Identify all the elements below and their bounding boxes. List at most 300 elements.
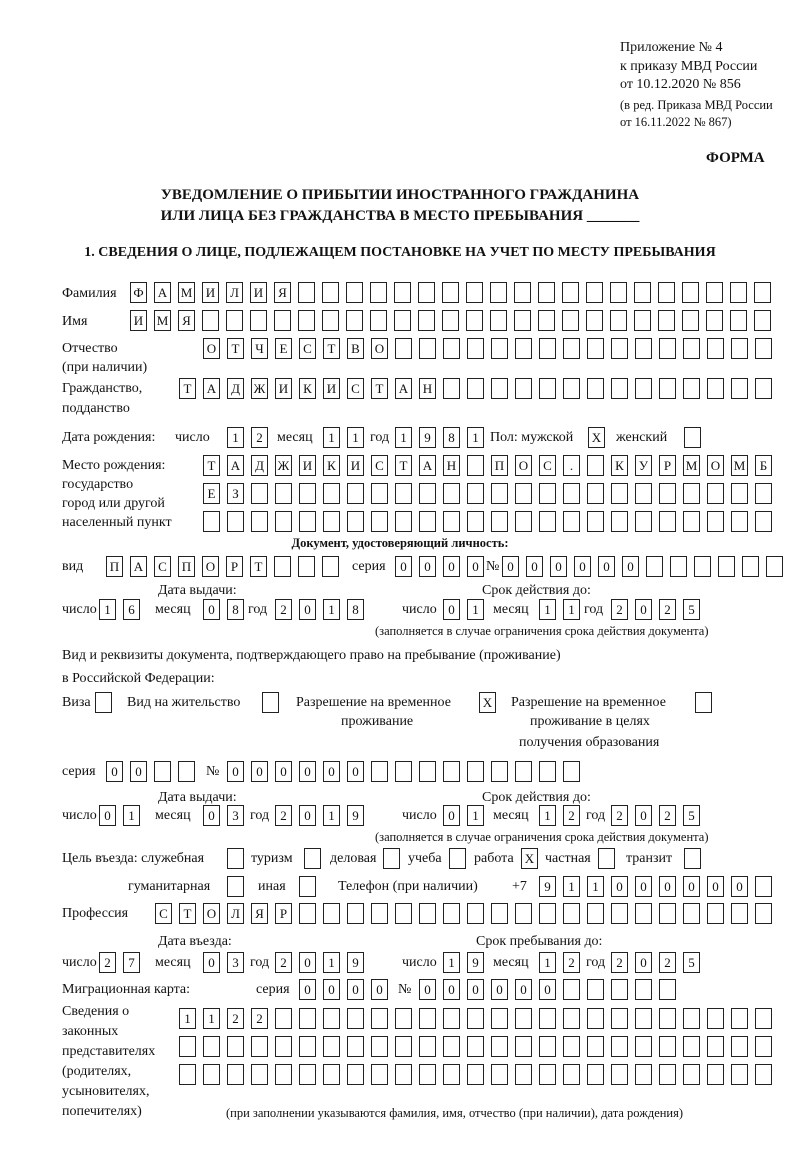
birthplace-3-cell[interactable] (611, 511, 628, 532)
reps-1-cell[interactable] (611, 1008, 628, 1029)
profession-cell[interactable] (443, 903, 460, 924)
reps-3-cell[interactable] (323, 1064, 340, 1085)
patronymic-cell[interactable] (635, 338, 652, 359)
mig-number-cell[interactable] (563, 979, 580, 1000)
birthplace-3-cell[interactable] (539, 511, 556, 532)
patronymic-cell[interactable] (659, 338, 676, 359)
entry-year-cell[interactable]: 1 (323, 952, 340, 973)
birthplace-1-cell[interactable]: И (299, 455, 316, 476)
stay-series-cell[interactable] (178, 761, 195, 782)
purpose-official-checkbox[interactable] (227, 848, 244, 869)
name-cell[interactable] (658, 310, 675, 331)
surname-cell[interactable] (658, 282, 675, 303)
reps-1-cell[interactable] (347, 1008, 364, 1029)
mig-number-cell[interactable] (611, 979, 628, 1000)
profession-cell[interactable] (707, 903, 724, 924)
name-cell[interactable] (394, 310, 411, 331)
patronymic-cell[interactable] (443, 338, 460, 359)
profession-cell[interactable] (563, 903, 580, 924)
reps-2-cell[interactable] (323, 1036, 340, 1057)
phone-cell[interactable]: 0 (731, 876, 748, 897)
birthplace-3-cell[interactable] (251, 511, 268, 532)
birthplace-3-cell[interactable] (563, 511, 580, 532)
patronymic-cell[interactable] (539, 338, 556, 359)
birthplace-2-cell[interactable] (515, 483, 532, 504)
reps-2-cell[interactable] (443, 1036, 460, 1057)
birthplace-3-cell[interactable] (347, 511, 364, 532)
reps-1-cell[interactable] (659, 1008, 676, 1029)
citizenship-cell[interactable] (731, 378, 748, 399)
reps-1-cell[interactable]: 1 (179, 1008, 196, 1029)
surname-cell[interactable] (370, 282, 387, 303)
id-kind-cell[interactable]: П (178, 556, 195, 577)
reps-3-cell[interactable] (227, 1064, 244, 1085)
reps-2-cell[interactable] (539, 1036, 556, 1057)
surname-cell[interactable]: И (250, 282, 267, 303)
stay-valid-year-cell[interactable]: 2 (611, 805, 628, 826)
birthplace-2-cell[interactable] (275, 483, 292, 504)
id-valid-month-cell[interactable]: 1 (563, 599, 580, 620)
phone-cell[interactable]: 0 (659, 876, 676, 897)
id-kind-cell[interactable] (274, 556, 291, 577)
reps-3-cell[interactable] (683, 1064, 700, 1085)
name-cell[interactable] (538, 310, 555, 331)
name-cell[interactable] (490, 310, 507, 331)
id-number-cell[interactable] (742, 556, 759, 577)
name-cell[interactable] (442, 310, 459, 331)
patronymic-cell[interactable] (419, 338, 436, 359)
reps-1-cell[interactable]: 1 (203, 1008, 220, 1029)
citizenship-cell[interactable]: Т (371, 378, 388, 399)
profession-cell[interactable] (539, 903, 556, 924)
birthplace-1-cell[interactable]: О (515, 455, 532, 476)
id-valid-month-cell[interactable]: 1 (539, 599, 556, 620)
stay-valid-day-cell[interactable]: 0 (443, 805, 460, 826)
birthplace-3-cell[interactable] (419, 511, 436, 532)
birth-month-cell[interactable]: 1 (323, 427, 340, 448)
surname-cell[interactable]: М (178, 282, 195, 303)
name-cell[interactable]: И (130, 310, 147, 331)
surname-cell[interactable] (490, 282, 507, 303)
birth-year-cell[interactable]: 8 (443, 427, 460, 448)
citizenship-cell[interactable] (707, 378, 724, 399)
purpose-business-checkbox[interactable] (383, 848, 400, 869)
mig-series-cell[interactable]: 0 (371, 979, 388, 1000)
phone-cell[interactable]: 1 (587, 876, 604, 897)
birthplace-1-cell[interactable]: Н (443, 455, 460, 476)
id-number-cell[interactable]: 0 (502, 556, 519, 577)
mig-number-cell[interactable]: 0 (515, 979, 532, 1000)
stay-number-cell[interactable]: 0 (323, 761, 340, 782)
birthplace-3-cell[interactable] (275, 511, 292, 532)
surname-cell[interactable] (418, 282, 435, 303)
id-valid-day-cell[interactable]: 0 (443, 599, 460, 620)
name-cell[interactable] (346, 310, 363, 331)
stay-until-year-cell[interactable]: 0 (635, 952, 652, 973)
stay-series-cell[interactable]: 0 (106, 761, 123, 782)
birthplace-2-cell[interactable]: З (227, 483, 244, 504)
citizenship-cell[interactable] (539, 378, 556, 399)
surname-cell[interactable] (514, 282, 531, 303)
entry-day-cell[interactable]: 7 (123, 952, 140, 973)
name-cell[interactable]: М (154, 310, 171, 331)
stay-issue-month-cell[interactable]: 0 (203, 805, 220, 826)
stay-number-cell[interactable]: 0 (227, 761, 244, 782)
stay-number-cell[interactable] (419, 761, 436, 782)
birthplace-1-cell[interactable]: С (371, 455, 388, 476)
birthplace-1-cell[interactable] (467, 455, 484, 476)
birthplace-2-cell[interactable] (707, 483, 724, 504)
trp-edu-checkbox[interactable] (695, 692, 712, 713)
profession-cell[interactable]: Л (227, 903, 244, 924)
reps-2-cell[interactable] (227, 1036, 244, 1057)
reps-1-cell[interactable] (491, 1008, 508, 1029)
birthplace-1-cell[interactable]: М (731, 455, 748, 476)
phone-cell[interactable] (755, 876, 772, 897)
profession-cell[interactable] (683, 903, 700, 924)
id-kind-cell[interactable]: А (130, 556, 147, 577)
birthplace-2-cell[interactable] (323, 483, 340, 504)
stay-valid-year-cell[interactable]: 5 (683, 805, 700, 826)
visa-checkbox[interactable] (95, 692, 112, 713)
id-number-cell[interactable] (766, 556, 783, 577)
profession-cell[interactable] (659, 903, 676, 924)
birthplace-3-cell[interactable] (491, 511, 508, 532)
birth-month-cell[interactable]: 1 (347, 427, 364, 448)
patronymic-cell[interactable]: Т (227, 338, 244, 359)
stay-until-year-cell[interactable]: 2 (659, 952, 676, 973)
stay-number-cell[interactable] (467, 761, 484, 782)
birthplace-1-cell[interactable]: А (227, 455, 244, 476)
id-issue-month-cell[interactable]: 0 (203, 599, 220, 620)
patronymic-cell[interactable]: О (371, 338, 388, 359)
stay-valid-month-cell[interactable]: 2 (563, 805, 580, 826)
stay-number-cell[interactable]: 0 (275, 761, 292, 782)
birthplace-3-cell[interactable] (587, 511, 604, 532)
birthplace-2-cell[interactable]: Е (203, 483, 220, 504)
profession-cell[interactable] (371, 903, 388, 924)
phone-cell[interactable]: 0 (635, 876, 652, 897)
mig-series-cell[interactable]: 0 (347, 979, 364, 1000)
id-valid-year-cell[interactable]: 5 (683, 599, 700, 620)
reps-3-cell[interactable] (707, 1064, 724, 1085)
reps-2-cell[interactable] (731, 1036, 748, 1057)
citizenship-cell[interactable] (587, 378, 604, 399)
surname-cell[interactable] (706, 282, 723, 303)
birthplace-1-cell[interactable]: У (635, 455, 652, 476)
name-cell[interactable] (202, 310, 219, 331)
birthplace-1-cell[interactable]: П (491, 455, 508, 476)
stay-number-cell[interactable]: 0 (347, 761, 364, 782)
reps-3-cell[interactable] (395, 1064, 412, 1085)
reps-1-cell[interactable] (635, 1008, 652, 1029)
surname-cell[interactable] (754, 282, 771, 303)
birthplace-2-cell[interactable] (587, 483, 604, 504)
birthplace-3-cell[interactable] (395, 511, 412, 532)
citizenship-cell[interactable] (611, 378, 628, 399)
birth-day-cell[interactable]: 2 (251, 427, 268, 448)
birthplace-1-cell[interactable]: И (347, 455, 364, 476)
id-issue-day-cell[interactable]: 1 (99, 599, 116, 620)
reps-3-cell[interactable] (419, 1064, 436, 1085)
patronymic-cell[interactable]: Е (275, 338, 292, 359)
reps-1-cell[interactable] (707, 1008, 724, 1029)
profession-cell[interactable] (635, 903, 652, 924)
patronymic-cell[interactable] (731, 338, 748, 359)
stay-until-day-cell[interactable]: 9 (467, 952, 484, 973)
patronymic-cell[interactable]: С (299, 338, 316, 359)
surname-cell[interactable] (442, 282, 459, 303)
birthplace-3-cell[interactable] (443, 511, 460, 532)
name-cell[interactable] (706, 310, 723, 331)
reps-3-cell[interactable] (539, 1064, 556, 1085)
reps-1-cell[interactable] (467, 1008, 484, 1029)
surname-cell[interactable] (538, 282, 555, 303)
name-cell[interactable] (226, 310, 243, 331)
birthplace-2-cell[interactable] (731, 483, 748, 504)
stay-series-cell[interactable]: 0 (130, 761, 147, 782)
birthplace-2-cell[interactable] (659, 483, 676, 504)
birthplace-1-cell[interactable]: Т (395, 455, 412, 476)
birthplace-3-cell[interactable] (467, 511, 484, 532)
name-cell[interactable] (250, 310, 267, 331)
id-kind-cell[interactable]: О (202, 556, 219, 577)
name-cell[interactable] (730, 310, 747, 331)
surname-cell[interactable]: Л (226, 282, 243, 303)
citizenship-cell[interactable] (659, 378, 676, 399)
id-valid-year-cell[interactable]: 2 (659, 599, 676, 620)
id-number-cell[interactable]: 0 (574, 556, 591, 577)
citizenship-cell[interactable]: С (347, 378, 364, 399)
entry-day-cell[interactable]: 2 (99, 952, 116, 973)
birthplace-2-cell[interactable] (419, 483, 436, 504)
birthplace-3-cell[interactable] (659, 511, 676, 532)
reps-3-cell[interactable] (467, 1064, 484, 1085)
surname-cell[interactable] (610, 282, 627, 303)
reps-1-cell[interactable]: 2 (251, 1008, 268, 1029)
reps-1-cell[interactable] (443, 1008, 460, 1029)
patronymic-cell[interactable] (683, 338, 700, 359)
reps-3-cell[interactable] (491, 1064, 508, 1085)
surname-cell[interactable] (466, 282, 483, 303)
mig-number-cell[interactable] (587, 979, 604, 1000)
profession-cell[interactable] (515, 903, 532, 924)
birthplace-3-cell[interactable] (683, 511, 700, 532)
id-kind-cell[interactable] (298, 556, 315, 577)
stay-number-cell[interactable] (443, 761, 460, 782)
patronymic-cell[interactable] (515, 338, 532, 359)
stay-number-cell[interactable]: 0 (299, 761, 316, 782)
birthplace-1-cell[interactable]: С (539, 455, 556, 476)
patronymic-cell[interactable]: Ч (251, 338, 268, 359)
birthplace-1-cell[interactable]: Б (755, 455, 772, 476)
name-cell[interactable] (562, 310, 579, 331)
patronymic-cell[interactable] (563, 338, 580, 359)
mig-number-cell[interactable]: 0 (491, 979, 508, 1000)
name-cell[interactable]: Я (178, 310, 195, 331)
id-valid-day-cell[interactable]: 1 (467, 599, 484, 620)
stay-number-cell[interactable] (539, 761, 556, 782)
phone-cell[interactable]: 0 (611, 876, 628, 897)
birthplace-1-cell[interactable]: Т (203, 455, 220, 476)
birthplace-1-cell[interactable]: Р (659, 455, 676, 476)
name-cell[interactable] (370, 310, 387, 331)
name-cell[interactable] (514, 310, 531, 331)
reps-3-cell[interactable] (371, 1064, 388, 1085)
stay-number-cell[interactable] (491, 761, 508, 782)
id-number-cell[interactable] (694, 556, 711, 577)
stay-valid-year-cell[interactable]: 2 (659, 805, 676, 826)
birthplace-1-cell[interactable] (587, 455, 604, 476)
id-kind-cell[interactable]: П (106, 556, 123, 577)
phone-cell[interactable]: 1 (563, 876, 580, 897)
surname-cell[interactable] (562, 282, 579, 303)
id-kind-cell[interactable]: С (154, 556, 171, 577)
sex-male-checkbox[interactable]: X (588, 427, 605, 448)
mig-series-cell[interactable]: 0 (323, 979, 340, 1000)
surname-cell[interactable]: Я (274, 282, 291, 303)
patronymic-cell[interactable]: В (347, 338, 364, 359)
reps-2-cell[interactable] (683, 1036, 700, 1057)
citizenship-cell[interactable] (515, 378, 532, 399)
reps-1-cell[interactable] (323, 1008, 340, 1029)
birthplace-2-cell[interactable] (635, 483, 652, 504)
stay-until-year-cell[interactable]: 2 (611, 952, 628, 973)
entry-month-cell[interactable]: 3 (227, 952, 244, 973)
citizenship-cell[interactable]: Д (227, 378, 244, 399)
birthplace-1-cell[interactable]: Ж (275, 455, 292, 476)
profession-cell[interactable] (755, 903, 772, 924)
id-kind-cell[interactable]: Р (226, 556, 243, 577)
birthplace-2-cell[interactable] (371, 483, 388, 504)
reps-2-cell[interactable] (659, 1036, 676, 1057)
stay-number-cell[interactable] (563, 761, 580, 782)
reps-1-cell[interactable] (683, 1008, 700, 1029)
surname-cell[interactable] (730, 282, 747, 303)
citizenship-cell[interactable]: К (299, 378, 316, 399)
citizenship-cell[interactable]: Ж (251, 378, 268, 399)
name-cell[interactable] (634, 310, 651, 331)
stay-valid-month-cell[interactable]: 1 (539, 805, 556, 826)
citizenship-cell[interactable]: И (323, 378, 340, 399)
surname-cell[interactable]: Ф (130, 282, 147, 303)
phone-cell[interactable]: 9 (539, 876, 556, 897)
reps-2-cell[interactable] (275, 1036, 292, 1057)
purpose-tourism-checkbox[interactable] (304, 848, 321, 869)
stay-issue-year-cell[interactable]: 2 (275, 805, 292, 826)
surname-cell[interactable] (298, 282, 315, 303)
entry-year-cell[interactable]: 2 (275, 952, 292, 973)
profession-cell[interactable] (395, 903, 412, 924)
citizenship-cell[interactable] (635, 378, 652, 399)
surname-cell[interactable] (322, 282, 339, 303)
profession-cell[interactable]: Р (275, 903, 292, 924)
id-issue-month-cell[interactable]: 8 (227, 599, 244, 620)
reps-2-cell[interactable] (587, 1036, 604, 1057)
stay-issue-day-cell[interactable]: 1 (123, 805, 140, 826)
stay-issue-year-cell[interactable]: 1 (323, 805, 340, 826)
reps-3-cell[interactable] (515, 1064, 532, 1085)
birthplace-3-cell[interactable] (707, 511, 724, 532)
citizenship-cell[interactable] (563, 378, 580, 399)
birthplace-1-cell[interactable]: М (683, 455, 700, 476)
profession-cell[interactable] (611, 903, 628, 924)
purpose-study-checkbox[interactable] (449, 848, 466, 869)
reps-2-cell[interactable] (611, 1036, 628, 1057)
birthplace-2-cell[interactable] (683, 483, 700, 504)
birthplace-1-cell[interactable]: Д (251, 455, 268, 476)
reps-2-cell[interactable] (707, 1036, 724, 1057)
id-number-cell[interactable] (670, 556, 687, 577)
mig-number-cell[interactable] (659, 979, 676, 1000)
reps-3-cell[interactable] (635, 1064, 652, 1085)
stay-valid-year-cell[interactable]: 0 (635, 805, 652, 826)
id-number-cell[interactable] (718, 556, 735, 577)
reps-3-cell[interactable] (659, 1064, 676, 1085)
stay-until-day-cell[interactable]: 1 (443, 952, 460, 973)
reps-1-cell[interactable] (563, 1008, 580, 1029)
name-cell[interactable] (682, 310, 699, 331)
id-issue-year-cell[interactable]: 8 (347, 599, 364, 620)
citizenship-cell[interactable] (467, 378, 484, 399)
stay-issue-month-cell[interactable]: 3 (227, 805, 244, 826)
citizenship-cell[interactable] (755, 378, 772, 399)
stay-number-cell[interactable] (371, 761, 388, 782)
stay-issue-year-cell[interactable]: 9 (347, 805, 364, 826)
reps-2-cell[interactable] (635, 1036, 652, 1057)
reps-3-cell[interactable] (275, 1064, 292, 1085)
birthplace-1-cell[interactable]: А (419, 455, 436, 476)
reps-1-cell[interactable] (299, 1008, 316, 1029)
citizenship-cell[interactable] (491, 378, 508, 399)
stay-issue-day-cell[interactable]: 0 (99, 805, 116, 826)
id-issue-day-cell[interactable]: 6 (123, 599, 140, 620)
stay-series-cell[interactable] (154, 761, 171, 782)
stay-number-cell[interactable] (395, 761, 412, 782)
reps-1-cell[interactable] (275, 1008, 292, 1029)
citizenship-cell[interactable]: Т (179, 378, 196, 399)
entry-year-cell[interactable]: 9 (347, 952, 364, 973)
stay-issue-year-cell[interactable]: 0 (299, 805, 316, 826)
purpose-other-checkbox[interactable] (299, 876, 316, 897)
profession-cell[interactable]: Я (251, 903, 268, 924)
surname-cell[interactable]: А (154, 282, 171, 303)
stay-valid-day-cell[interactable]: 1 (467, 805, 484, 826)
profession-cell[interactable] (491, 903, 508, 924)
mig-number-cell[interactable]: 0 (539, 979, 556, 1000)
profession-cell[interactable] (467, 903, 484, 924)
citizenship-cell[interactable] (443, 378, 460, 399)
mig-number-cell[interactable]: 0 (467, 979, 484, 1000)
reps-3-cell[interactable] (611, 1064, 628, 1085)
citizenship-cell[interactable] (683, 378, 700, 399)
surname-cell[interactable] (586, 282, 603, 303)
id-series-cell[interactable]: 0 (467, 556, 484, 577)
id-number-cell[interactable] (646, 556, 663, 577)
birthplace-3-cell[interactable] (371, 511, 388, 532)
entry-month-cell[interactable]: 0 (203, 952, 220, 973)
name-cell[interactable] (754, 310, 771, 331)
profession-cell[interactable] (299, 903, 316, 924)
purpose-work-checkbox[interactable]: X (521, 848, 538, 869)
birthplace-3-cell[interactable] (515, 511, 532, 532)
reps-3-cell[interactable] (755, 1064, 772, 1085)
birthplace-2-cell[interactable] (395, 483, 412, 504)
stay-until-month-cell[interactable]: 2 (563, 952, 580, 973)
profession-cell[interactable] (347, 903, 364, 924)
id-series-cell[interactable]: 0 (419, 556, 436, 577)
birthplace-2-cell[interactable] (611, 483, 628, 504)
